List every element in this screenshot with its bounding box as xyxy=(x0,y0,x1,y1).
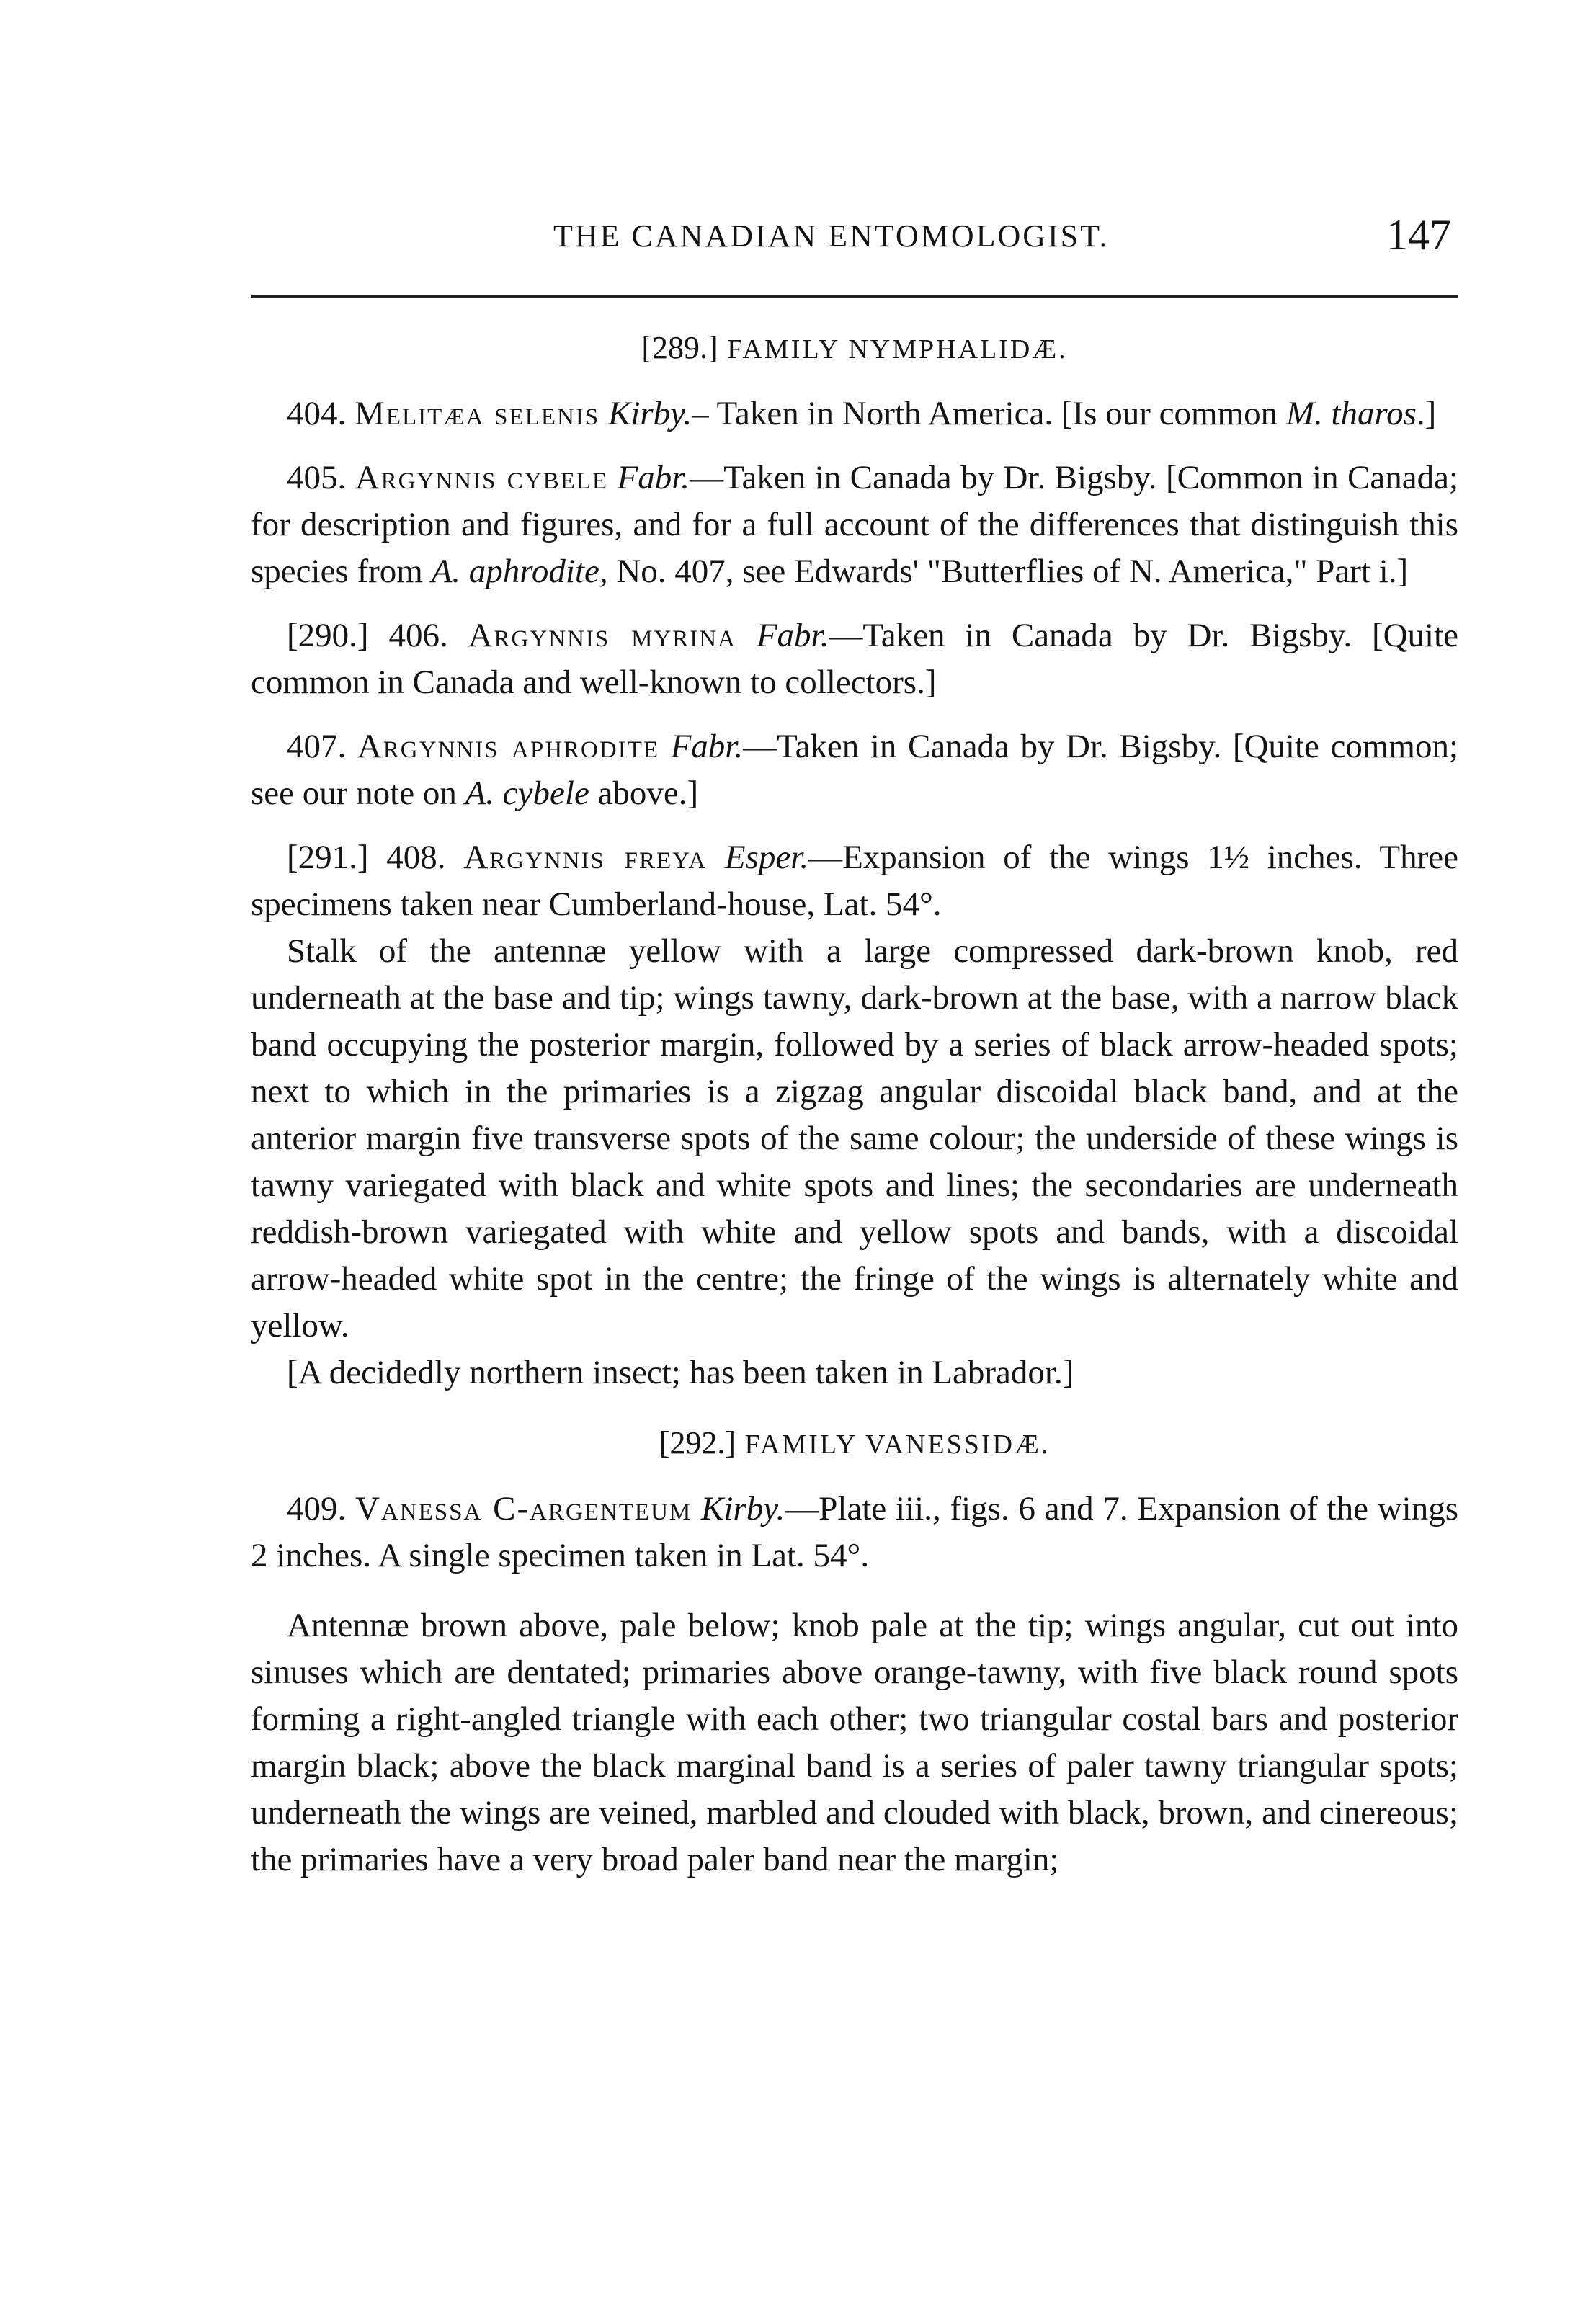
entry-408-description: Stalk of the antennæ yellow with a large compressed dark-brown knob, red underneath at the base and tip; wings tawny, dark-brown at the base, with a narrow black band occupying the posterior margin, followed by a series of black arrow-headed spots; next to which in the primaries is a zigzag angular discoidal black band, and at the anterior margin five transverse spots of the same colour; the underside of these wings is tawny variegated with black and white spots and lines; the secondaries are underneath reddish-brown variegated with white and yellow spots and bands, with a discoidal arrow-headed white spot in the centre; the fringe of the wings is alternately white and yellow. xyxy=(251,932,1458,1344)
entry-italic: A. aphrodite, xyxy=(431,553,608,590)
entry-409-description: Antennæ brown above, pale below; knob pale at the tip; wings angular, cut out into sinuses which are dentated; primaries above orange-tawny, with five black round spots forming a right-angled triangle with each other; two triangular costal bars and posterior margin black; above the black marginal band is a series of paler tawny triangular spots; underneath the wings are veined, marbled and clouded with black, brown, and cinereous; the primaries have a very broad paler band near the margin; xyxy=(251,1607,1458,1878)
section-number: [289.] xyxy=(641,330,718,365)
species-name: Argynnis freya xyxy=(463,839,708,876)
species-author: Kirby. xyxy=(607,395,692,432)
entry-406 xyxy=(251,612,1458,706)
entry-number: 405. xyxy=(287,459,347,496)
entry-text: —Taken in Canada by Dr. Bigsby. [Quite common; see our note on xyxy=(251,728,1459,812)
species-author: Kirby. xyxy=(701,1490,785,1527)
section-title: FAMILY NYMPHALIDÆ. xyxy=(727,334,1068,365)
running-title: THE CANADIAN ENTOMOLOGIST. xyxy=(553,218,1110,254)
entry-text: —Taken in Canada by Dr. Bigsby. [Common in Canada; for description and figures, and for a full account of the differences that distinguish this species from xyxy=(251,459,1458,590)
header-rule xyxy=(251,295,1458,298)
species-author: Fabr. xyxy=(617,459,690,496)
species-author: Fabr. xyxy=(756,617,829,654)
page-header xyxy=(251,210,1458,268)
entry-number: 406. xyxy=(388,617,448,654)
entry-text: —Expansion of the wings 1½ inches. Three specimens taken near Cumberland-house, Lat. 54°. xyxy=(251,839,1459,923)
section-number: [292.] xyxy=(659,1425,736,1460)
entry-text-end: No. 407, see Edwards' "Butterflies of N. America," Part i.] xyxy=(607,553,1409,590)
entry-text-end: above.] xyxy=(589,775,699,812)
species-name: Vanessa C-argenteum xyxy=(355,1490,692,1527)
entry-405 xyxy=(251,455,1458,595)
species-name: Melitæa selenis xyxy=(355,395,600,432)
entry-text-end: .] xyxy=(1416,395,1437,432)
page-number: 147 xyxy=(1386,211,1451,259)
entry-409 xyxy=(251,1486,1458,1579)
entry-text: —Taken in Canada by Dr. Bigsby. [Quite common in Canada and well-known to collectors.] xyxy=(251,617,1459,701)
entry-408 xyxy=(251,834,1458,928)
entry-bracket-number: [291.] xyxy=(287,839,369,876)
entry-number: 408. xyxy=(386,839,446,876)
entry-italic: M. tharos xyxy=(1285,395,1417,432)
entry-text: – Taken in North America. [Is our common xyxy=(692,395,1286,432)
family-heading-vanessidae xyxy=(251,1419,1458,1468)
species-author: Esper. xyxy=(724,839,809,876)
section-title: FAMILY VANESSIDÆ. xyxy=(744,1429,1051,1460)
species-name: Argynnis cybele xyxy=(355,459,609,496)
entry-bracket-number: [290.] xyxy=(287,617,369,654)
entry-404 xyxy=(251,391,1458,437)
entry-text: —Plate iii., figs. 6 and 7. Expansion of the wings 2 inches. A single specimen taken in Lat. 54°. xyxy=(251,1490,1459,1574)
species-name: Argynnis myrina xyxy=(468,617,736,654)
entry-number: 404. xyxy=(287,395,347,432)
page-content xyxy=(251,324,1458,1883)
family-heading-nymphalidae xyxy=(251,324,1458,373)
entry-407 xyxy=(251,723,1458,817)
species-name: Argynnis aphrodite xyxy=(357,728,660,765)
entry-number: 407. xyxy=(287,728,347,765)
entry-italic: A. cybele xyxy=(465,775,589,812)
species-author: Fabr. xyxy=(670,728,744,765)
entry-number: 409. xyxy=(287,1490,347,1527)
entry-408-note: [A decidedly northern insect; has been taken in Labrador.] xyxy=(287,1354,1074,1391)
